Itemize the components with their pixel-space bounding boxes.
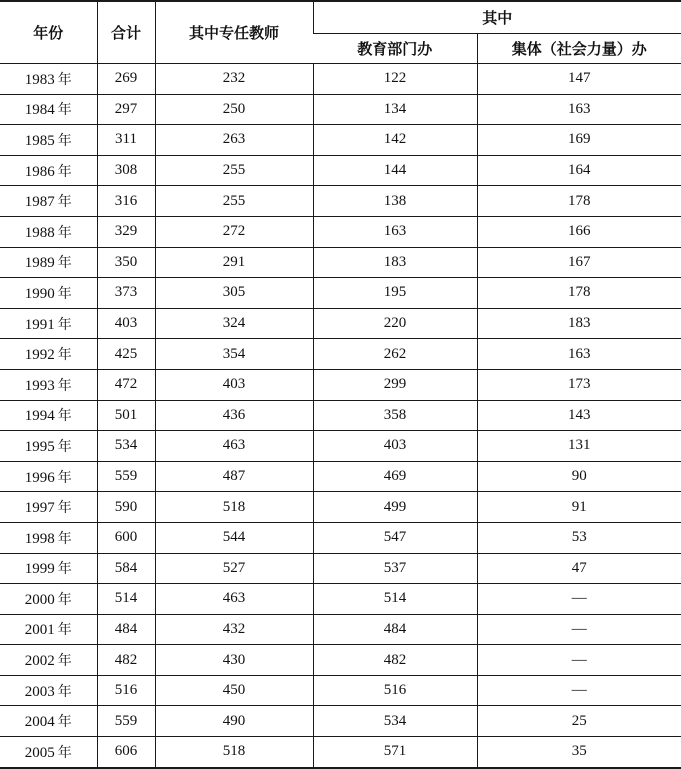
year-number: 1996 — [24, 469, 55, 486]
cell-total: 559 — [97, 706, 155, 737]
cell-fulltime: 263 — [155, 125, 313, 156]
cell-collective: — — [477, 645, 681, 676]
cell-edu-dept: 142 — [313, 125, 477, 156]
year-number: 1992 — [24, 347, 55, 364]
cell-edu-dept: 469 — [313, 461, 477, 492]
year-number: 1987 — [24, 194, 55, 211]
cell-year — [0, 247, 97, 278]
year-suffix: 年 — [57, 102, 72, 119]
table-row — [0, 400, 681, 431]
cell-fulltime: 518 — [155, 492, 313, 523]
year-suffix: 年 — [57, 530, 72, 547]
cell-year — [0, 706, 97, 737]
year-number: 1999 — [24, 561, 55, 578]
cell-fulltime: 232 — [155, 64, 313, 95]
cell-total: 606 — [97, 737, 155, 768]
year-number: 1983 — [24, 71, 55, 88]
cell-collective: 163 — [477, 339, 681, 370]
year-suffix: 年 — [57, 500, 72, 517]
header-among: 其中 — [313, 1, 681, 34]
cell-year — [0, 339, 97, 370]
table-row — [0, 553, 681, 584]
cell-edu-dept: 358 — [313, 400, 477, 431]
table-row — [0, 522, 681, 553]
table-row — [0, 706, 681, 737]
year-suffix: 年 — [57, 438, 72, 455]
table-row — [0, 94, 681, 125]
table-row — [0, 278, 681, 309]
cell-total: 516 — [97, 675, 155, 706]
cell-edu-dept: 262 — [313, 339, 477, 370]
year-suffix: 年 — [57, 163, 72, 180]
cell-edu-dept: 516 — [313, 675, 477, 706]
cell-year — [0, 216, 97, 247]
cell-fulltime: 432 — [155, 614, 313, 645]
cell-total: 316 — [97, 186, 155, 217]
cell-fulltime: 544 — [155, 522, 313, 553]
cell-edu-dept: 514 — [313, 584, 477, 615]
cell-fulltime: 463 — [155, 431, 313, 462]
cell-edu-dept: 484 — [313, 614, 477, 645]
cell-collective: 173 — [477, 369, 681, 400]
cell-total: 484 — [97, 614, 155, 645]
cell-total: 600 — [97, 522, 155, 553]
cell-total: 590 — [97, 492, 155, 523]
year-number: 2004 — [24, 714, 55, 731]
cell-year — [0, 125, 97, 156]
cell-year — [0, 155, 97, 186]
cell-collective: 178 — [477, 186, 681, 217]
year-suffix: 年 — [57, 316, 72, 333]
table-row — [0, 186, 681, 217]
table-row — [0, 247, 681, 278]
cell-collective: 183 — [477, 308, 681, 339]
cell-collective: — — [477, 584, 681, 615]
cell-year — [0, 553, 97, 584]
cell-edu-dept: 138 — [313, 186, 477, 217]
year-suffix: 年 — [57, 71, 72, 88]
table-row — [0, 431, 681, 462]
cell-year — [0, 461, 97, 492]
cell-collective: 90 — [477, 461, 681, 492]
cell-collective: 167 — [477, 247, 681, 278]
table-row — [0, 492, 681, 523]
table-row — [0, 308, 681, 339]
cell-fulltime: 250 — [155, 94, 313, 125]
cell-edu-dept: 299 — [313, 369, 477, 400]
cell-fulltime: 450 — [155, 675, 313, 706]
cell-edu-dept: 134 — [313, 94, 477, 125]
cell-total: 373 — [97, 278, 155, 309]
year-number: 2005 — [24, 744, 55, 761]
cell-fulltime: 324 — [155, 308, 313, 339]
cell-total: 584 — [97, 553, 155, 584]
cell-collective: 169 — [477, 125, 681, 156]
cell-collective: 25 — [477, 706, 681, 737]
cell-total: 297 — [97, 94, 155, 125]
cell-total: 514 — [97, 584, 155, 615]
cell-year — [0, 584, 97, 615]
header-total: 合计 — [97, 1, 155, 64]
table-row — [0, 339, 681, 370]
cell-edu-dept: 183 — [313, 247, 477, 278]
cell-year — [0, 64, 97, 95]
cell-year — [0, 675, 97, 706]
year-number: 1993 — [24, 377, 55, 394]
year-suffix: 年 — [57, 285, 72, 302]
year-suffix: 年 — [57, 591, 72, 608]
cell-year — [0, 645, 97, 676]
year-number: 1991 — [24, 316, 55, 333]
table-row — [0, 614, 681, 645]
cell-collective: 91 — [477, 492, 681, 523]
cell-fulltime: 255 — [155, 186, 313, 217]
year-suffix: 年 — [57, 683, 72, 700]
cell-collective: 164 — [477, 155, 681, 186]
year-number: 1984 — [24, 102, 55, 119]
year-number: 1985 — [24, 132, 55, 149]
cell-total: 559 — [97, 461, 155, 492]
table-row — [0, 369, 681, 400]
cell-fulltime: 527 — [155, 553, 313, 584]
year-suffix: 年 — [57, 408, 72, 425]
year-number: 1989 — [24, 255, 55, 272]
cell-fulltime: 463 — [155, 584, 313, 615]
cell-total: 534 — [97, 431, 155, 462]
table-row — [0, 64, 681, 95]
cell-fulltime: 518 — [155, 737, 313, 768]
cell-year — [0, 737, 97, 768]
cell-edu-dept: 499 — [313, 492, 477, 523]
cell-edu-dept: 482 — [313, 645, 477, 676]
year-suffix: 年 — [57, 377, 72, 394]
cell-edu-dept: 547 — [313, 522, 477, 553]
table-row — [0, 645, 681, 676]
cell-fulltime: 490 — [155, 706, 313, 737]
year-suffix: 年 — [57, 194, 72, 211]
year-number: 1998 — [24, 530, 55, 547]
year-number: 2003 — [24, 683, 55, 700]
cell-year — [0, 492, 97, 523]
cell-total: 269 — [97, 64, 155, 95]
cell-fulltime: 354 — [155, 339, 313, 370]
table-row — [0, 155, 681, 186]
cell-collective: 178 — [477, 278, 681, 309]
table-row — [0, 737, 681, 768]
cell-edu-dept: 144 — [313, 155, 477, 186]
cell-fulltime: 430 — [155, 645, 313, 676]
year-number: 2001 — [24, 622, 55, 639]
cell-total: 501 — [97, 400, 155, 431]
year-suffix: 年 — [57, 255, 72, 272]
year-number: 2000 — [24, 591, 55, 608]
cell-year — [0, 431, 97, 462]
year-number: 1994 — [24, 408, 55, 425]
year-suffix: 年 — [57, 347, 72, 364]
cell-fulltime: 403 — [155, 369, 313, 400]
year-number: 1986 — [24, 163, 55, 180]
header-collective: 集体（社会力量）办 — [477, 34, 681, 64]
cell-total: 329 — [97, 216, 155, 247]
cell-collective: 163 — [477, 94, 681, 125]
cell-total: 472 — [97, 369, 155, 400]
year-number: 1988 — [24, 224, 55, 241]
cell-total: 311 — [97, 125, 155, 156]
year-number: 1990 — [24, 285, 55, 302]
year-suffix: 年 — [57, 561, 72, 578]
cell-edu-dept: 534 — [313, 706, 477, 737]
cell-fulltime: 487 — [155, 461, 313, 492]
cell-year — [0, 614, 97, 645]
header-year: 年份 — [0, 1, 97, 64]
cell-edu-dept: 195 — [313, 278, 477, 309]
cell-edu-dept: 571 — [313, 737, 477, 768]
cell-year — [0, 400, 97, 431]
table-row — [0, 675, 681, 706]
cell-collective: 47 — [477, 553, 681, 584]
table-row — [0, 461, 681, 492]
table-row — [0, 125, 681, 156]
year-number: 1997 — [24, 500, 55, 517]
cell-fulltime: 255 — [155, 155, 313, 186]
year-suffix: 年 — [57, 224, 72, 241]
year-number: 2002 — [24, 653, 55, 670]
cell-year — [0, 186, 97, 217]
cell-total: 425 — [97, 339, 155, 370]
cell-year — [0, 278, 97, 309]
header-row — [0, 1, 681, 34]
cell-edu-dept: 220 — [313, 308, 477, 339]
cell-fulltime: 272 — [155, 216, 313, 247]
cell-edu-dept: 403 — [313, 431, 477, 462]
cell-fulltime: 291 — [155, 247, 313, 278]
cell-edu-dept: 122 — [313, 64, 477, 95]
year-suffix: 年 — [57, 653, 72, 670]
table-row — [0, 216, 681, 247]
cell-collective: 131 — [477, 431, 681, 462]
cell-collective: 143 — [477, 400, 681, 431]
cell-collective: — — [477, 675, 681, 706]
cell-year — [0, 369, 97, 400]
cell-year — [0, 94, 97, 125]
table-body — [0, 64, 681, 768]
year-suffix: 年 — [57, 469, 72, 486]
cell-edu-dept: 537 — [313, 553, 477, 584]
cell-total: 350 — [97, 247, 155, 278]
cell-year — [0, 308, 97, 339]
cell-collective: 35 — [477, 737, 681, 768]
header-fulltime-teachers: 其中专任教师 — [155, 1, 313, 64]
cell-fulltime: 436 — [155, 400, 313, 431]
cell-year — [0, 522, 97, 553]
header-edu-dept: 教育部门办 — [313, 34, 477, 64]
cell-edu-dept: 163 — [313, 216, 477, 247]
year-suffix: 年 — [57, 714, 72, 731]
cell-total: 403 — [97, 308, 155, 339]
cell-total: 308 — [97, 155, 155, 186]
year-suffix: 年 — [57, 132, 72, 149]
year-suffix: 年 — [57, 622, 72, 639]
table-row — [0, 584, 681, 615]
year-number: 1995 — [24, 438, 55, 455]
cell-fulltime: 305 — [155, 278, 313, 309]
cell-collective: 147 — [477, 64, 681, 95]
cell-collective: 53 — [477, 522, 681, 553]
cell-collective: 166 — [477, 216, 681, 247]
year-suffix: 年 — [57, 744, 72, 761]
cell-total: 482 — [97, 645, 155, 676]
cell-collective: — — [477, 614, 681, 645]
